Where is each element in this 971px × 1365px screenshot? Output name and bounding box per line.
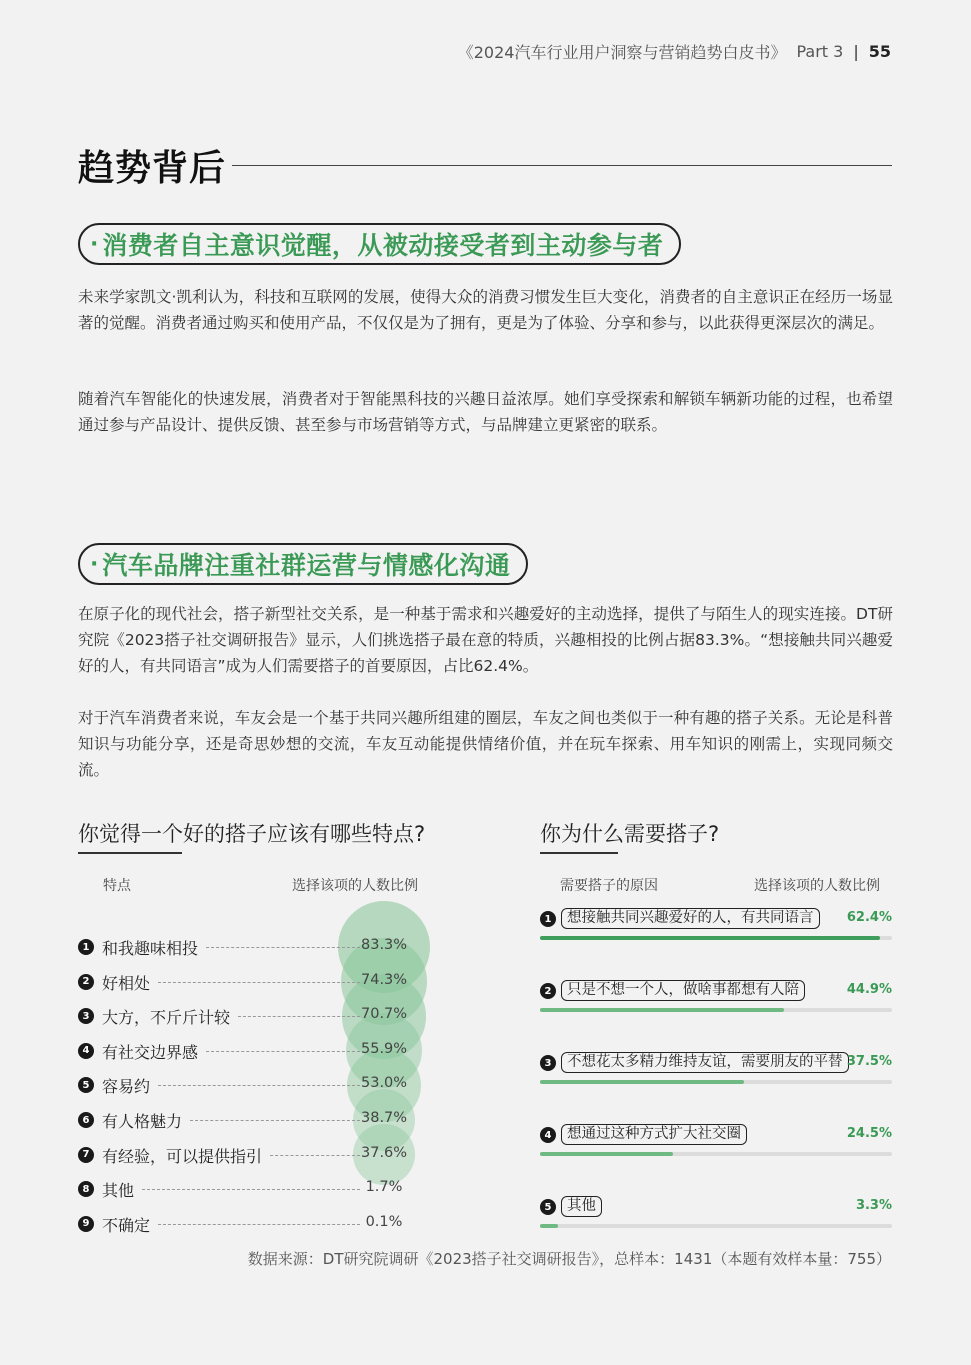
rank-badge: 4 (540, 1127, 556, 1143)
rank-badge: 2 (78, 974, 94, 990)
list-item (78, 965, 438, 999)
leader-line (206, 1051, 360, 1052)
reason-label: 不想花太多精力维持友谊，需要朋友的平替 (561, 1052, 849, 1073)
list-item (78, 999, 438, 1033)
part-label: Part 3 (796, 42, 844, 61)
bar (540, 936, 880, 940)
list-item (540, 982, 892, 1022)
bar (540, 1152, 673, 1156)
percentage-value: 83.3% (361, 937, 408, 953)
trait-label: 其他 (102, 1181, 135, 1201)
percentage-value: 24.5% (846, 1126, 892, 1141)
list-item (540, 1126, 892, 1166)
rank-badge: 1 (78, 939, 94, 955)
trait-label: 有社交边界感 (102, 1042, 199, 1062)
column-header-value: 选择该项的人数比例 (754, 878, 880, 894)
bar-track (540, 1224, 892, 1228)
leader-line (190, 1120, 360, 1121)
column-header-value: 选择该项的人数比例 (292, 878, 418, 894)
rank-badge: 2 (540, 983, 556, 999)
page-title: 趋势背后 (78, 148, 227, 189)
rank-badge: 8 (78, 1181, 94, 1197)
list-item (540, 910, 892, 950)
trait-label: 好相处 (102, 973, 151, 993)
trait-label: 和我趣味相投 (102, 939, 199, 958)
list-item (78, 1034, 438, 1068)
reason-label: 想通过这种方式扩大社交圈 (561, 1124, 747, 1145)
header-separator: | (853, 42, 859, 61)
leader-line (158, 1224, 360, 1225)
leader-line (206, 947, 360, 948)
rank-badge: 1 (540, 911, 556, 927)
trait-label: 有经验，可以提供指引 (102, 1146, 263, 1166)
trait-label: 不确定 (102, 1215, 151, 1235)
doc-title: 《2024汽车行业用户洞察与营销趋势白皮书》 (457, 43, 787, 62)
bullet-dot-icon: · (90, 231, 99, 257)
percentage-value: 1.7% (365, 1179, 403, 1196)
percentage-value: 44.9% (846, 982, 892, 997)
rank-badge: 3 (540, 1055, 556, 1071)
leader-line (270, 1155, 360, 1156)
rank-badge: 4 (78, 1043, 94, 1059)
data-source-note: 数据来源：DT研究院调研《2023搭子社交调研报告》，总样本：1431（本题有效样本量：755） (247, 1250, 891, 1268)
section-heading-2 (78, 543, 528, 585)
paragraph: 对于汽车消费者来说，车友会是一个基于共同兴趣所组建的圈层，车友之间也类似于一种有趣的搭子关系。无论是科普知识与功能分享，还是奇思妙想的交流，车友互动能提供情绪价值，并在玩车探索、用车知识的刚需上，实现同频交流。 (78, 709, 893, 779)
trait-label: 大方，不斤斤计较 (102, 1008, 231, 1028)
reason-label: 其他 (561, 1196, 602, 1217)
paragraph: 未来学家凯文·凯利认为，科技和互联网的发展，使得大众的消费习惯发生巨大变化，消费者的自主意识正在经历一场显著的觉醒。消费者通过购买和使用产品，不仅仅是为了拥有，更是为了体验、分享和参与，以此获得更深层次的满足。 (78, 288, 893, 332)
percentage-value: 53.0% (361, 1075, 408, 1092)
leader-line (158, 1085, 360, 1086)
percentage-value: 62.4% (846, 910, 892, 925)
column-header-label: 需要搭子的原因 (560, 878, 658, 894)
rank-badge: 3 (78, 1008, 94, 1024)
list-item (78, 930, 438, 964)
paragraph: 随着汽车智能化的快速发展，消费者对于智能黑科技的兴趣日益浓厚。她们享受探索和解锁车辆新功能的过程，也希望通过参与产品设计、提供反馈、甚至参与市场营销等方式，与品牌建立更紧密的联系。 (78, 390, 893, 434)
bar (540, 1080, 744, 1084)
page-number: 55 (868, 42, 891, 61)
rank-badge: 7 (78, 1147, 94, 1163)
list-item (78, 1138, 438, 1172)
column-header-label: 特点 (103, 878, 131, 894)
rank-badge: 5 (540, 1199, 556, 1215)
rank-badge: 6 (78, 1112, 94, 1128)
chart-title-underline (540, 852, 618, 854)
percentage-value: 74.3% (361, 971, 408, 988)
percentage-value: 3.3% (855, 1198, 892, 1213)
chart-title-reasons: 你为什么需要搭子? (540, 822, 720, 846)
reason-label: 想接触共同兴趣爱好的人，有共同语言 (561, 908, 820, 929)
list-item (78, 1207, 438, 1241)
leader-line (158, 982, 360, 983)
percentage-value: 38.7% (361, 1110, 408, 1126)
section-title: 汽车品牌注重社群运营与情感化沟通 (102, 551, 511, 580)
percentage-value: 55.9% (361, 1040, 408, 1057)
leader-line (142, 1189, 360, 1190)
list-item (78, 1068, 438, 1102)
percentage-value: 37.5% (846, 1054, 892, 1069)
section-heading-1 (78, 223, 681, 265)
chart-title-traits: 你觉得一个好的搭子应该有哪些特点? (78, 822, 426, 846)
rank-badge: 5 (78, 1077, 94, 1093)
bar (540, 1008, 784, 1012)
trait-label: 容易约 (102, 1077, 151, 1097)
percentage-value: 37.6% (361, 1144, 408, 1161)
percentage-value: 70.7% (361, 1006, 408, 1023)
bar (540, 1224, 558, 1228)
title-divider (232, 165, 892, 166)
chart-title-underline (78, 852, 182, 854)
paragraph: 在原子化的现代社会，搭子新型社交关系，是一种基于需求和兴趣爱好的主动选择，提供了与陌生人的现实连接。DT研究院《2023搭子社交调研报告》显示，人们挑选搭子最在意的特质，兴趣相投的比例占据83.3%。“想接触共同兴趣爱好的人，有共同语言”成为人们需要搭子的首要原因，占比62.4%。 (78, 605, 893, 675)
rank-badge: 9 (78, 1216, 94, 1232)
section-title: 消费者自主意识觉醒，从被动接受者到主动参与者 (102, 231, 664, 260)
list-item (78, 1172, 438, 1206)
page-header (458, 40, 891, 63)
bullet-dot-icon: · (90, 551, 99, 577)
list-item (540, 1054, 892, 1094)
reason-label: 只是不想一个人，做啥事都想有人陪 (561, 980, 805, 1001)
percentage-value: 0.1% (365, 1213, 403, 1230)
leader-line (238, 1016, 360, 1017)
list-item (540, 1198, 892, 1238)
list-item (78, 1103, 438, 1137)
trait-label: 有人格魅力 (102, 1112, 183, 1131)
